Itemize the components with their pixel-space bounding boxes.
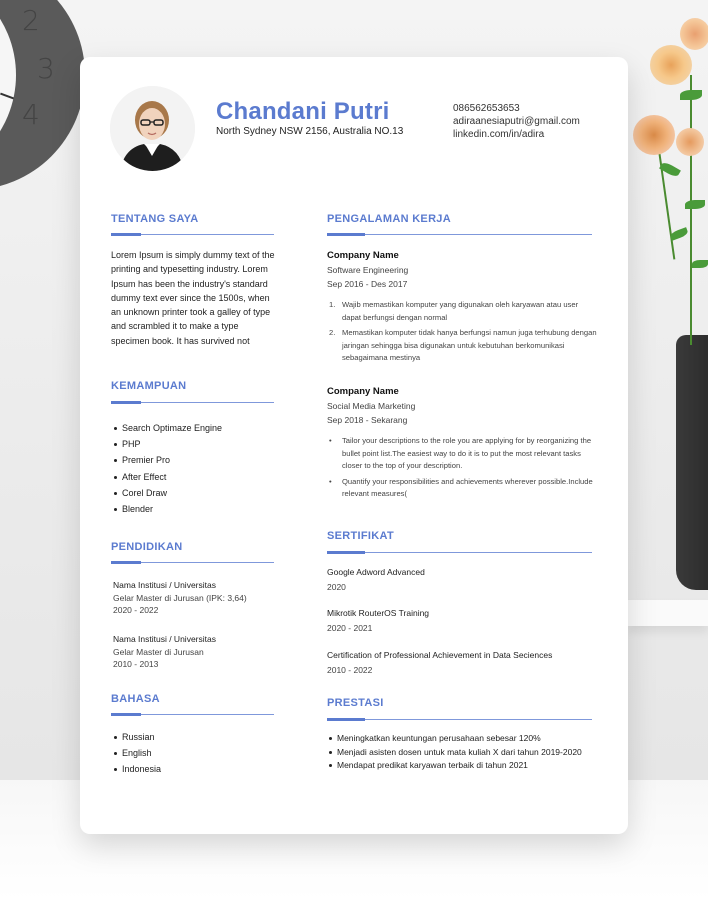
job-duties-list xyxy=(329,435,601,504)
flower-pink xyxy=(676,128,704,156)
section-divider xyxy=(111,562,274,563)
job-duty: 1. Wajib memastikan komputer yang digunakan oleh karyawan atau user dapat berfungsi dengan normal xyxy=(329,300,579,322)
clock-number-3: 3 xyxy=(37,52,55,85)
education-institution: Nama Institusi / Universitas xyxy=(113,634,216,644)
section-divider xyxy=(327,552,592,553)
flower-peach xyxy=(680,18,708,50)
job-company: Company Name xyxy=(327,250,399,261)
flower-pink xyxy=(633,115,675,155)
email-address: adiraanesiaputri@gmail.com xyxy=(453,116,580,127)
job-duty: • Tailor your descriptions to the role you are applying for by reorganizing the bullet point list.The easiest way to do it is to put the most relevant tasks closer to the top of your description. xyxy=(329,436,592,470)
education-item xyxy=(113,633,283,671)
phone-number: 086562653653 xyxy=(453,103,520,114)
certificate-year: 2010 - 2022 xyxy=(327,665,373,675)
certificate-name: Certification of Professional Achievement in Data Seciences xyxy=(327,650,553,660)
certificate-name: Google Adword Advanced xyxy=(327,567,425,577)
job-period: Sep 2016 - Des 2017 xyxy=(327,279,408,289)
job-duties-list xyxy=(329,299,597,368)
education-degree: Gelar Master di Jurusan xyxy=(113,646,204,657)
shelf xyxy=(628,600,708,626)
certificate-year: 2020 xyxy=(327,582,346,592)
job-role: Social Media Marketing xyxy=(327,401,416,411)
section-divider xyxy=(111,402,274,403)
job-role: Software Engineering xyxy=(327,265,409,275)
about-section-title: TENTANG SAYA xyxy=(111,213,199,225)
flower-stem xyxy=(690,75,692,345)
skill-item: After Effect xyxy=(112,472,272,488)
clock-number-2: 2 xyxy=(22,4,40,37)
job-period: Sep 2018 - Sekarang xyxy=(327,415,408,425)
section-divider xyxy=(111,714,274,715)
job-duty: • Quantify your responsibilities and achievements wherever possible.Include relevant measures( xyxy=(329,476,593,498)
achievements-section-title: PRESTASI xyxy=(327,697,384,709)
languages-section-title: BAHASA xyxy=(111,693,160,705)
skill-item: Premier Pro xyxy=(112,455,272,471)
skill-item: Corel Draw xyxy=(112,488,272,504)
candidate-name: Chandani Putri xyxy=(216,98,390,125)
vase xyxy=(676,335,708,590)
clock-face xyxy=(0,0,16,182)
clock-number-4: 4 xyxy=(22,98,40,131)
skills-section-title: KEMAMPUAN xyxy=(111,380,187,392)
section-divider xyxy=(111,234,274,235)
skill-item: Blender xyxy=(112,504,272,520)
candidate-address: North Sydney NSW 2156, Australia NO.13 xyxy=(216,126,404,137)
education-item xyxy=(113,579,283,617)
education-degree: Gelar Master di Jurusan (IPK: 3,64) xyxy=(113,592,247,603)
contact-info xyxy=(453,102,580,141)
education-period: 2010 - 2013 xyxy=(113,659,159,669)
language-item: Russian xyxy=(112,732,272,748)
education-institution: Nama Institusi / Universitas xyxy=(113,580,216,590)
achievement-item: Mendapat predikat karyawan terbaik di tahun 2021 xyxy=(327,760,617,774)
skills-list xyxy=(112,423,272,520)
job-company: Company Name xyxy=(327,386,399,397)
achievement-item: Menjadi asisten dosen untuk mata kuliah X dari tahun 2019-2020 xyxy=(327,747,617,761)
linkedin-url: linkedin.com/in/adira xyxy=(453,129,545,140)
flower-peach xyxy=(650,45,692,85)
certificate-year: 2020 - 2021 xyxy=(327,623,373,633)
education-section-title: PENDIDIKAN xyxy=(111,541,183,553)
profile-photo xyxy=(110,86,195,171)
achievements-list xyxy=(327,733,617,774)
language-item: English xyxy=(112,748,272,764)
certificates-section-title: SERTIFIKAT xyxy=(327,530,394,542)
skill-item: Search Optimaze Engine xyxy=(112,423,272,439)
education-period: 2020 - 2022 xyxy=(113,605,159,615)
about-text: Lorem Ipsum is simply dummy text of the printing and typesetting industry. Lorem Ipsum has been the industry's standard dummy text ever since the 1500s, when an unknown printer took a galley of type and scrambled it to make a type specimen book. It has survived not xyxy=(111,250,275,346)
achievement-item: Meningkatkan keuntungan perusahaan sebesar 120% xyxy=(327,733,617,747)
certificate-name: Mikrotik RouterOS Training xyxy=(327,608,430,618)
skill-item: PHP xyxy=(112,439,272,455)
languages-list xyxy=(112,732,272,781)
section-divider xyxy=(327,719,592,720)
job-duty: 2. Memastikan komputer tidak hanya berfungsi namun juga terhubung dengan jaringan sehingga bisa digunakan untuk kebutuhan berkomunikasi sebagaimana mestinya xyxy=(329,328,597,362)
leaf xyxy=(692,260,708,268)
experience-section-title: PENGALAMAN KERJA xyxy=(327,213,451,225)
language-item: Indonesia xyxy=(112,764,272,780)
resume-card xyxy=(80,57,628,834)
section-divider xyxy=(327,234,592,235)
leaf xyxy=(680,90,702,100)
leaf xyxy=(685,200,705,209)
